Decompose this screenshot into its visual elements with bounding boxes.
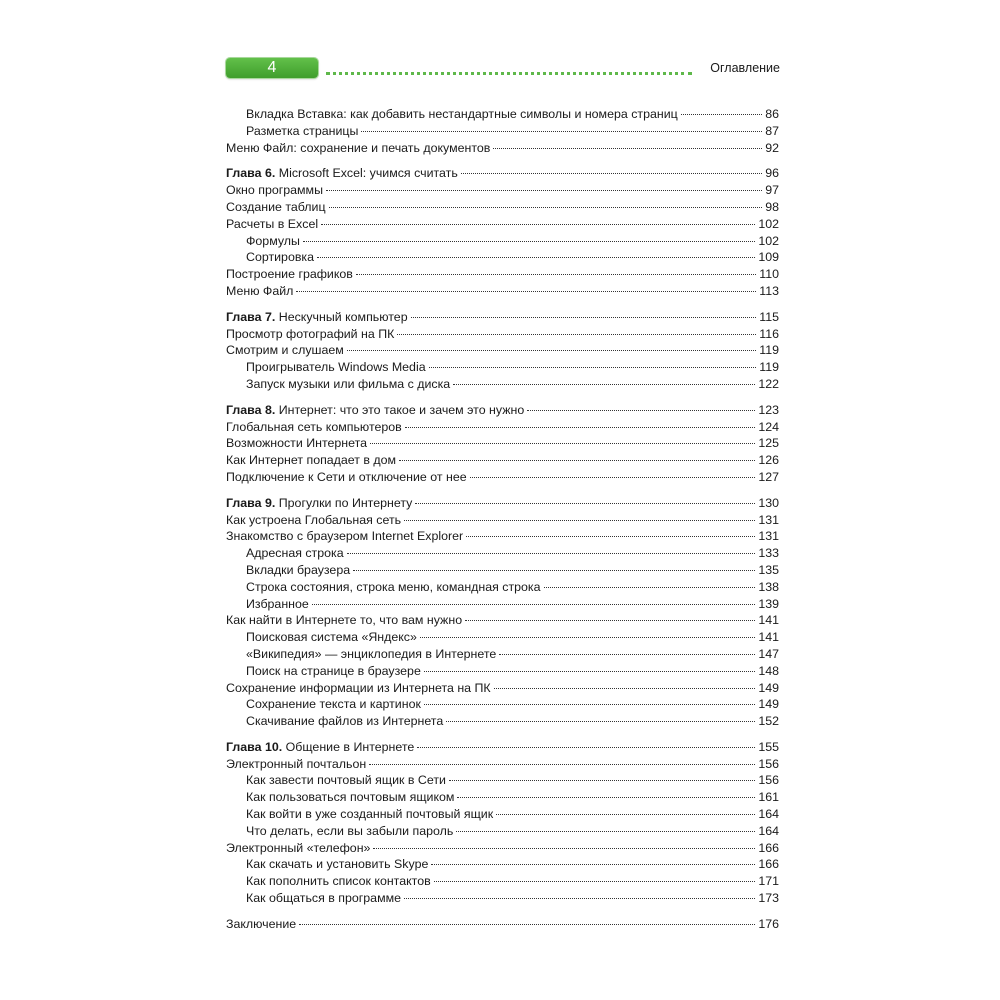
toc-page-number: 119 — [759, 343, 779, 358]
toc-entry-title — [246, 629, 417, 646]
toc-entry-title — [246, 545, 344, 562]
toc-subentry-row — [226, 123, 779, 140]
dot-leader — [527, 410, 755, 411]
toc-entry-title — [226, 452, 396, 469]
dot-leader — [353, 570, 755, 571]
toc-page-number: 97 — [765, 183, 779, 198]
toc-page-number: 130 — [758, 495, 779, 510]
toc-entry-title — [246, 772, 446, 789]
chapter-label: Глава 7. — [226, 309, 276, 324]
chapter-label: Глава 6. — [226, 166, 276, 181]
toc-entry-text: Меню Файл: сохранение и печать документов — [226, 140, 491, 155]
toc-entry-title — [246, 123, 358, 140]
toc-section — [226, 402, 779, 486]
toc-entry-row — [226, 916, 779, 933]
toc-subentry-row — [226, 646, 779, 663]
dot-leader — [465, 620, 755, 621]
dot-leader — [446, 721, 755, 722]
toc-entry-title — [246, 713, 443, 730]
toc-entry-text: Как скачать и установить Skype — [246, 857, 429, 872]
toc-page-number: 156 — [758, 756, 779, 771]
toc-entry-text: Подключение к Сети и отключение от нее — [226, 469, 467, 484]
toc-page-number: 125 — [758, 436, 779, 451]
toc-entry-text: Создание таблиц — [226, 199, 326, 214]
toc-entry-text: Вкладка Вставка: как добавить нестандартные символы и номера страниц — [246, 107, 678, 121]
dot-leader — [369, 764, 755, 765]
toc-entry-title — [226, 283, 293, 300]
toc-section — [226, 916, 779, 933]
toc-entry-title — [226, 326, 394, 343]
toc-entry-text: Избранное — [246, 596, 309, 611]
toc-subentry-row — [226, 545, 779, 562]
toc-entry-row — [226, 266, 779, 283]
toc-page-number: 138 — [758, 579, 779, 594]
toc-entry-title — [246, 663, 421, 680]
toc-page-number: 113 — [759, 283, 779, 298]
toc-entry-text: Просмотр фотографий на ПК — [226, 326, 395, 341]
toc-entry-title — [246, 890, 401, 907]
toc-entry-text: Электронный «телефон» — [226, 840, 371, 855]
toc-entry-title — [246, 856, 428, 873]
dot-leader — [303, 241, 755, 242]
toc-subentry-row — [226, 823, 779, 840]
dot-leader — [405, 427, 756, 428]
dot-leader — [493, 148, 762, 149]
toc-entry-title — [226, 528, 463, 545]
toc-entry-text: Microsoft Excel: учимся считать — [278, 166, 458, 181]
toc-subentry-row — [226, 663, 779, 680]
dot-leader — [466, 536, 755, 537]
page-number-tab: 4 — [226, 58, 318, 78]
toc-entry-title — [246, 579, 541, 596]
toc-subentry-row — [226, 873, 779, 890]
toc-page-number: 166 — [758, 857, 779, 872]
toc-section — [226, 165, 779, 299]
dot-leader — [424, 704, 755, 705]
toc-subentry-row — [226, 772, 779, 789]
toc-entry-text: Поисковая система «Яндекс» — [246, 630, 417, 645]
toc-page-number: 148 — [758, 663, 779, 678]
toc-entry-text: Прогулки по Интернету — [278, 495, 413, 510]
toc-entry-row — [226, 199, 779, 216]
toc-section — [226, 106, 779, 156]
toc-entry-text: Как войти в уже созданный почтовый ящик — [246, 807, 494, 822]
toc-entry-title — [246, 376, 450, 393]
toc-entry-text: Как общаться в программе — [246, 891, 401, 906]
toc-page-number: 102 — [758, 233, 779, 248]
dot-leader — [431, 864, 755, 865]
toc-subentry-row — [226, 579, 779, 596]
toc-entry-row — [226, 342, 779, 359]
dot-leader — [420, 637, 755, 638]
toc-page-number: 176 — [758, 916, 779, 931]
toc-entry-text: Нескучный компьютер — [278, 309, 408, 324]
toc-entry-title — [226, 182, 323, 199]
dot-leader — [356, 274, 756, 275]
toc-entry-row — [226, 680, 779, 697]
toc-entry-text: Глобальная сеть компьютеров — [226, 419, 402, 434]
toc-entry-row — [226, 756, 779, 773]
toc-entry-text: Сохранение текста и картинок — [246, 697, 421, 712]
toc-page-number: 155 — [758, 739, 779, 754]
toc-entry-text: Поиск на странице в браузере — [246, 663, 421, 678]
toc-entry-text: Сортировка — [246, 250, 315, 265]
toc-page-number: 124 — [758, 419, 779, 434]
toc-entry-title — [226, 140, 490, 157]
dot-leader — [470, 477, 756, 478]
toc-entry-title — [226, 512, 401, 529]
toc-entry-text: Разметка страницы — [246, 123, 359, 138]
toc-entry-title — [226, 612, 462, 629]
toc-entry-row — [226, 140, 779, 157]
toc-page-number: 87 — [765, 123, 779, 138]
running-title: Оглавление — [710, 61, 780, 75]
toc-entry-row — [226, 528, 779, 545]
dot-leader — [397, 334, 756, 335]
toc-entry-text: Скачивание файлов из Интернета — [246, 714, 444, 729]
dot-leader — [417, 747, 755, 748]
page-header — [226, 58, 780, 80]
toc-page-number: 161 — [758, 790, 779, 805]
dot-leader — [347, 350, 756, 351]
table-of-contents — [226, 106, 779, 942]
toc-entry-text: Как Интернет попадает в дом — [226, 453, 397, 468]
dot-leader — [373, 848, 755, 849]
dot-leader — [326, 190, 762, 191]
dot-leader — [453, 384, 755, 385]
header-dotted-rule — [326, 72, 692, 75]
toc-page-number: 109 — [758, 250, 779, 265]
toc-entry-title — [226, 739, 414, 756]
toc-page-number: 122 — [758, 376, 779, 391]
dot-leader — [404, 520, 755, 521]
toc-entry-text: Как пользоваться почтовым ящиком — [246, 790, 455, 805]
toc-subentry-row — [226, 249, 779, 266]
toc-entry-text: Знакомство с браузером Internet Explorer — [226, 529, 464, 544]
toc-section — [226, 739, 779, 907]
toc-entry-row — [226, 419, 779, 436]
toc-page-number: 135 — [758, 562, 779, 577]
toc-entry-text: Запуск музыки или фильма с диска — [246, 376, 451, 391]
toc-page-number: 171 — [758, 874, 779, 889]
toc-entry-row — [226, 435, 779, 452]
toc-subentry-row — [226, 562, 779, 579]
toc-page-number: 115 — [759, 309, 779, 324]
toc-entry-title — [226, 419, 402, 436]
toc-entry-text: Построение графиков — [226, 267, 353, 282]
dot-leader — [494, 688, 756, 689]
toc-entry-text: Возможности Интернета — [226, 436, 368, 451]
dot-leader — [411, 317, 757, 318]
toc-subentry-row — [226, 806, 779, 823]
dot-leader — [312, 604, 756, 605]
toc-entry-row — [226, 452, 779, 469]
toc-page-number: 131 — [758, 529, 779, 544]
dot-leader — [321, 224, 755, 225]
toc-page-number: 127 — [758, 469, 779, 484]
toc-chapter-row — [226, 495, 779, 512]
dot-leader — [296, 291, 756, 292]
toc-subentry-row — [226, 376, 779, 393]
dot-leader — [361, 131, 762, 132]
toc-entry-text: Расчеты в Excel — [226, 216, 319, 231]
dot-leader — [434, 881, 756, 882]
toc-subentry-row — [226, 596, 779, 613]
dot-leader — [681, 114, 762, 115]
dot-leader — [449, 780, 755, 781]
toc-page-number: 173 — [758, 891, 779, 906]
toc-page-number: 164 — [758, 823, 779, 838]
toc-entry-title — [246, 823, 453, 840]
toc-subentry-row — [226, 629, 779, 646]
toc-entry-title — [226, 469, 467, 486]
toc-chapter-row — [226, 402, 779, 419]
toc-page-number: 139 — [758, 596, 779, 611]
toc-entry-row — [226, 283, 779, 300]
toc-entry-title — [226, 756, 366, 773]
toc-entry-title — [226, 916, 296, 933]
toc-entry-title — [246, 873, 431, 890]
dot-leader — [415, 503, 755, 504]
toc-entry-text: Проигрыватель Windows Media — [246, 360, 426, 375]
toc-entry-text: «Википедия» — энциклопедия в Интернете — [246, 646, 497, 661]
toc-subentry-row — [226, 789, 779, 806]
toc-entry-title — [226, 495, 412, 512]
toc-subentry-row — [226, 696, 779, 713]
toc-entry-row — [226, 612, 779, 629]
toc-entry-title — [226, 165, 458, 182]
toc-entry-title — [246, 233, 300, 250]
toc-page-number: 149 — [758, 680, 779, 695]
toc-chapter-row — [226, 309, 779, 326]
toc-section — [226, 495, 779, 730]
toc-entry-text: Как найти в Интернете то, что вам нужно — [226, 613, 463, 628]
dot-leader — [544, 587, 756, 588]
toc-entry-text: Интернет: что это такое и зачем это нужно — [278, 402, 525, 417]
toc-entry-title — [246, 359, 426, 376]
chapter-label: Глава 10. — [226, 739, 283, 754]
toc-entry-text: Как устроена Глобальная сеть — [226, 512, 402, 527]
toc-page-number: 92 — [765, 140, 779, 155]
toc-entry-title — [226, 680, 491, 697]
toc-entry-title — [246, 646, 496, 663]
dot-leader — [370, 443, 755, 444]
dot-leader — [456, 831, 755, 832]
dot-leader — [299, 924, 755, 925]
toc-subentry-row — [226, 106, 779, 123]
toc-entry-text: Смотрим и слушаем — [226, 343, 344, 358]
toc-entry-text: Как пополнить список контактов — [246, 874, 431, 889]
toc-entry-row — [226, 469, 779, 486]
dot-leader — [329, 207, 763, 208]
toc-subentry-row — [226, 856, 779, 873]
toc-page-number: 156 — [758, 773, 779, 788]
toc-page-number: 110 — [759, 267, 779, 282]
dot-leader — [317, 257, 755, 258]
toc-page-number: 131 — [758, 512, 779, 527]
dot-leader — [457, 797, 755, 798]
toc-page-number: 86 — [765, 107, 779, 121]
toc-entry-title — [226, 342, 344, 359]
toc-chapter-row — [226, 739, 779, 756]
toc-entry-title — [226, 840, 370, 857]
toc-entry-row — [226, 512, 779, 529]
toc-page-number: 126 — [758, 453, 779, 468]
toc-entry-title — [226, 266, 353, 283]
toc-subentry-row — [226, 359, 779, 376]
toc-entry-title — [226, 309, 408, 326]
toc-entry-text: Меню Файл — [226, 283, 294, 298]
dot-leader — [461, 173, 762, 174]
dot-leader — [429, 367, 757, 368]
chapter-label: Глава 8. — [226, 402, 276, 417]
toc-subentry-row — [226, 233, 779, 250]
toc-entry-title — [226, 199, 326, 216]
toc-page-number: 141 — [758, 630, 779, 645]
toc-chapter-row — [226, 165, 779, 182]
toc-page-number: 147 — [758, 646, 779, 661]
toc-page-number: 164 — [758, 807, 779, 822]
toc-entry-text: Формулы — [246, 233, 300, 248]
dot-leader — [424, 671, 755, 672]
toc-entry-text: Окно программы — [226, 183, 323, 198]
toc-page-number: 133 — [758, 546, 779, 561]
toc-subentry-row — [226, 890, 779, 907]
toc-entry-row — [226, 182, 779, 199]
toc-page-number: 166 — [758, 840, 779, 855]
toc-entry-title — [246, 106, 678, 123]
toc-entry-title — [226, 402, 524, 419]
toc-page-number: 119 — [759, 360, 779, 375]
toc-entry-title — [246, 789, 454, 806]
toc-entry-title — [246, 696, 421, 713]
toc-entry-title — [246, 562, 350, 579]
toc-entry-text: Общение в Интернете — [285, 739, 415, 754]
dot-leader — [499, 654, 755, 655]
toc-page-number: 152 — [758, 714, 779, 729]
toc-page-number: 141 — [758, 613, 779, 628]
toc-entry-title — [226, 435, 367, 452]
toc-entry-title — [246, 596, 309, 613]
toc-entry-text: Вкладки браузера — [246, 562, 351, 577]
toc-entry-title — [226, 216, 318, 233]
toc-entry-text: Что делать, если вы забыли пароль — [246, 823, 454, 838]
toc-page-number: 116 — [759, 326, 779, 341]
dot-leader — [347, 553, 756, 554]
toc-subentry-row — [226, 713, 779, 730]
toc-entry-text: Как завести почтовый ящик в Сети — [246, 773, 446, 788]
toc-entry-text: Адресная строка — [246, 546, 344, 561]
toc-entry-text: Сохранение информации из Интернета на ПК — [226, 680, 491, 695]
toc-entry-title — [246, 806, 493, 823]
dot-leader — [404, 898, 755, 899]
toc-page-number: 123 — [758, 402, 779, 417]
dot-leader — [496, 814, 755, 815]
toc-section — [226, 309, 779, 393]
toc-entry-row — [226, 840, 779, 857]
toc-page-number: 149 — [758, 697, 779, 712]
toc-entry-row — [226, 216, 779, 233]
dot-leader — [399, 460, 755, 461]
toc-entry-row — [226, 326, 779, 343]
toc-entry-text: Электронный почтальон — [226, 756, 367, 771]
toc-entry-text: Заключение — [226, 916, 297, 931]
toc-page-number: 96 — [765, 166, 779, 181]
toc-page-number: 102 — [758, 216, 779, 231]
toc-page-number: 98 — [765, 199, 779, 214]
chapter-label: Глава 9. — [226, 495, 276, 510]
toc-entry-text: Строка состояния, строка меню, командная строка — [246, 579, 541, 594]
toc-entry-title — [246, 249, 314, 266]
